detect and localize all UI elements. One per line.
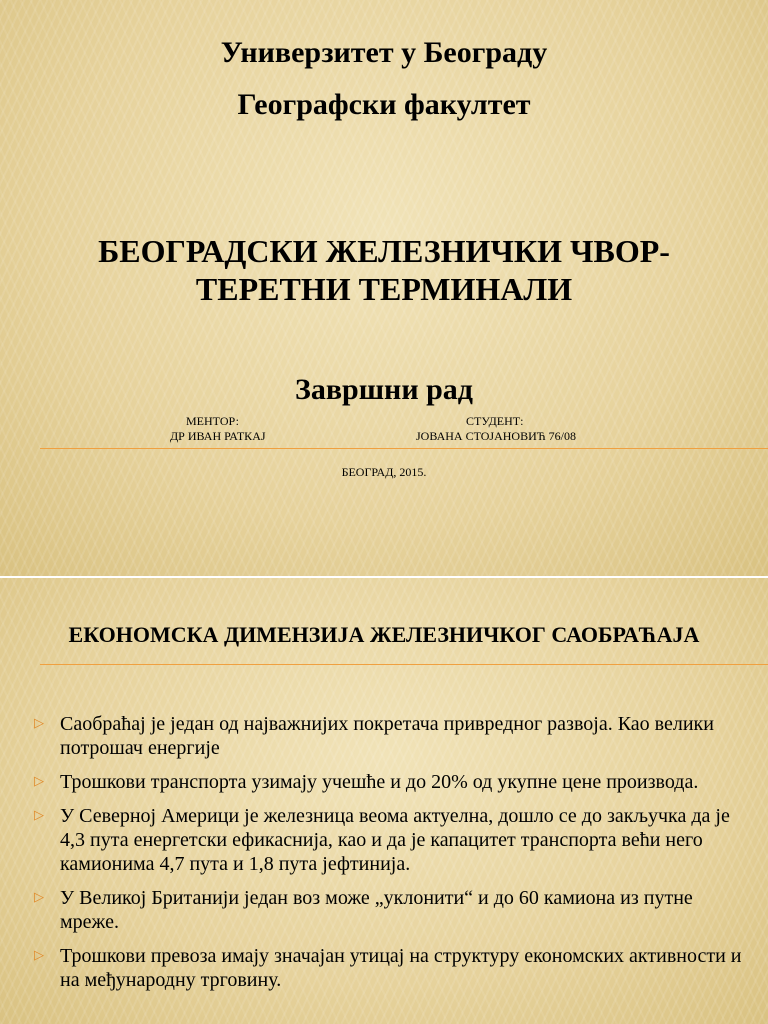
mentor-label: МЕНТОР: xyxy=(186,414,239,428)
list-item xyxy=(34,712,744,760)
divider-line xyxy=(40,448,768,449)
thesis-type: Завршни рад xyxy=(295,373,473,406)
arrow-bullet-icon: ▷ xyxy=(34,807,44,822)
arrow-bullet-icon: ▷ xyxy=(34,773,44,788)
bullet-list xyxy=(34,712,744,1002)
arrow-bullet-icon: ▷ xyxy=(34,889,44,904)
arrow-bullet-icon: ▷ xyxy=(34,715,44,730)
content-slide xyxy=(0,578,768,1024)
list-item xyxy=(34,770,744,794)
bullet-text: У Северној Америци је железница веома актуелна, дошло се до закључка да је 4,3 пута енергетски ефикаснија, као и да је капацитет транспорта већи него камионима 4,7 пута и 1,8 пута јефтинија. xyxy=(60,805,730,875)
list-item xyxy=(34,886,744,934)
mentor-name: ДР ИВАН РАТКАЈ xyxy=(170,429,266,443)
bullet-text: Трошкови транспорта узимају учешће и до 20% од укупне цене производа. xyxy=(60,771,699,793)
student-name: ЈОВАНА СТОЈАНОВИЋ 76/08 xyxy=(416,429,576,443)
student-label: СТУДЕНТ: xyxy=(466,414,524,428)
faculty-name: Географски факултет xyxy=(237,88,531,121)
thesis-title: БЕОГРАДСКИ ЖЕЛЕЗНИЧКИ ЧВОР-ТЕРЕТНИ ТЕРМИНАЛИ xyxy=(98,233,670,307)
bullet-text: Трошкови превоза имају значајан утицај на структуру економских активности и на међународну трговину. xyxy=(60,945,742,991)
bullet-text: У Великој Британији један воз може „уклонити“ и до 60 камиона из путне мреже. xyxy=(60,887,693,933)
university-name: Универзитет у Београду xyxy=(220,36,548,69)
slide-title: ЕКОНОМСКА ДИМЕНЗИЈА ЖЕЛЕЗНИЧКОГ САОБРАЋАЈА xyxy=(68,622,700,647)
divider-line xyxy=(40,664,768,665)
list-item xyxy=(34,804,744,876)
bullet-text: Саобраћај је један од најважнијих покретача привредног развоја. Као велики потрошач енергије xyxy=(60,713,714,759)
list-item xyxy=(34,944,744,992)
arrow-bullet-icon: ▷ xyxy=(34,947,44,962)
place-date: БЕОГРАД, 2015. xyxy=(341,465,427,479)
